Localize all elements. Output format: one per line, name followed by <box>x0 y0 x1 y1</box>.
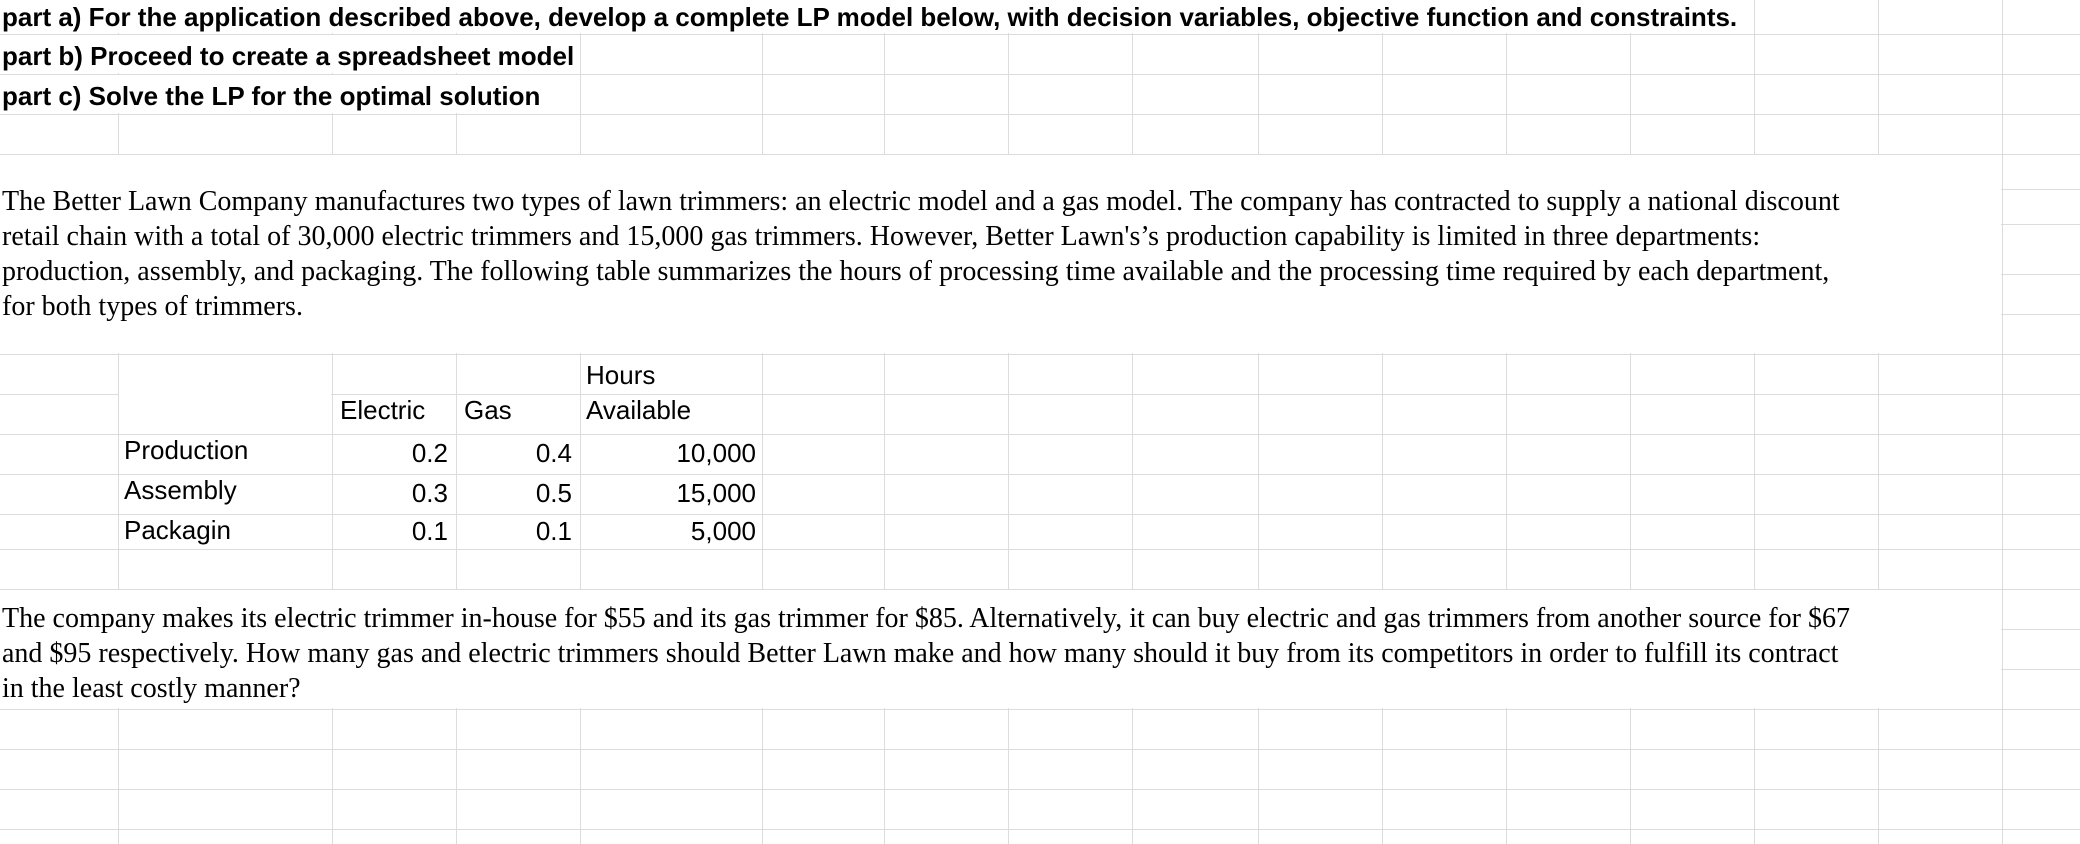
part-b-instruction: part b) Proceed to create a spreadsheet model <box>2 41 575 71</box>
column-gridline <box>1878 0 1879 844</box>
row-gridline <box>0 789 2080 790</box>
row-label-production: Production <box>124 435 249 465</box>
row-label-assembly: Assembly <box>124 475 237 505</box>
column-gridline <box>456 0 457 844</box>
cell-overflow-mask <box>119 355 331 433</box>
hours-header-line2: Available <box>586 395 692 425</box>
cell-assembly-hours[interactable]: 15,000 <box>676 478 756 508</box>
column-gridline <box>1506 0 1507 844</box>
cell-assembly-gas[interactable]: 0.5 <box>535 478 572 508</box>
row-gridline <box>0 549 2080 550</box>
problem-paragraph-1: The Better Lawn Company manufactures two types of lawn trimmers: an electric model and a gas model. The company has contracted to supply a national discount retail chain with a total of 30,000 electric trimmers and 15,000 gas trimmers. However, Better Lawn's’s production capability is limited in three departments: production, assembly, and packaging. The following table summarizes the hours of processing time available and the processing time required by each department, for both types of trimmers. <box>2 186 1840 322</box>
column-gridline <box>1258 0 1259 844</box>
electric-header: Electric <box>340 395 426 425</box>
cell-production-hours[interactable]: 10,000 <box>676 438 756 468</box>
hours-header-line1: Hours <box>586 360 656 390</box>
column-gridline <box>1630 0 1631 844</box>
part-a-instruction: part a) For the application described above, develop a complete LP model below, with decision variables, objective function and constraints. <box>2 2 1738 32</box>
cell-packaging-gas[interactable]: 0.1 <box>535 516 572 546</box>
column-gridline <box>1008 0 1009 844</box>
column-gridline <box>884 0 885 844</box>
column-gridline <box>1382 0 1383 844</box>
row-gridline <box>0 114 2080 115</box>
gas-header: Gas <box>464 395 512 425</box>
column-gridline <box>2002 0 2003 844</box>
column-gridline <box>1132 0 1133 844</box>
cell-production-electric[interactable]: 0.2 <box>411 438 448 468</box>
row-gridline <box>0 474 2080 475</box>
part-c-instruction: part c) Solve the LP for the optimal solution <box>2 81 541 111</box>
row-gridline <box>0 709 2080 710</box>
cell-production-gas[interactable]: 0.4 <box>535 438 572 468</box>
column-gridline <box>1754 0 1755 844</box>
row-gridline <box>0 514 2080 515</box>
row-gridline <box>0 829 2080 830</box>
row-label-packaging: Packagin <box>124 515 231 545</box>
cell-assembly-electric[interactable]: 0.3 <box>411 478 448 508</box>
problem-paragraph-2: The company makes its electric trimmer in-house for $55 and its gas trimmer for $85. Alternatively, it can buy electric and gas trimmers from another source for $67 and $95 respectively. How many gas and electric trimmers should Better Lawn make and how many should it buy from its competitors in order to fulfill its contract in the least costly manner? <box>2 603 1850 704</box>
column-gridline <box>332 0 333 844</box>
cell-packaging-electric[interactable]: 0.1 <box>411 516 448 546</box>
row-gridline <box>0 434 2080 435</box>
column-gridline <box>762 0 763 844</box>
row-gridline <box>0 749 2080 750</box>
column-gridline <box>580 0 581 844</box>
cell-packaging-hours[interactable]: 5,000 <box>690 516 756 546</box>
